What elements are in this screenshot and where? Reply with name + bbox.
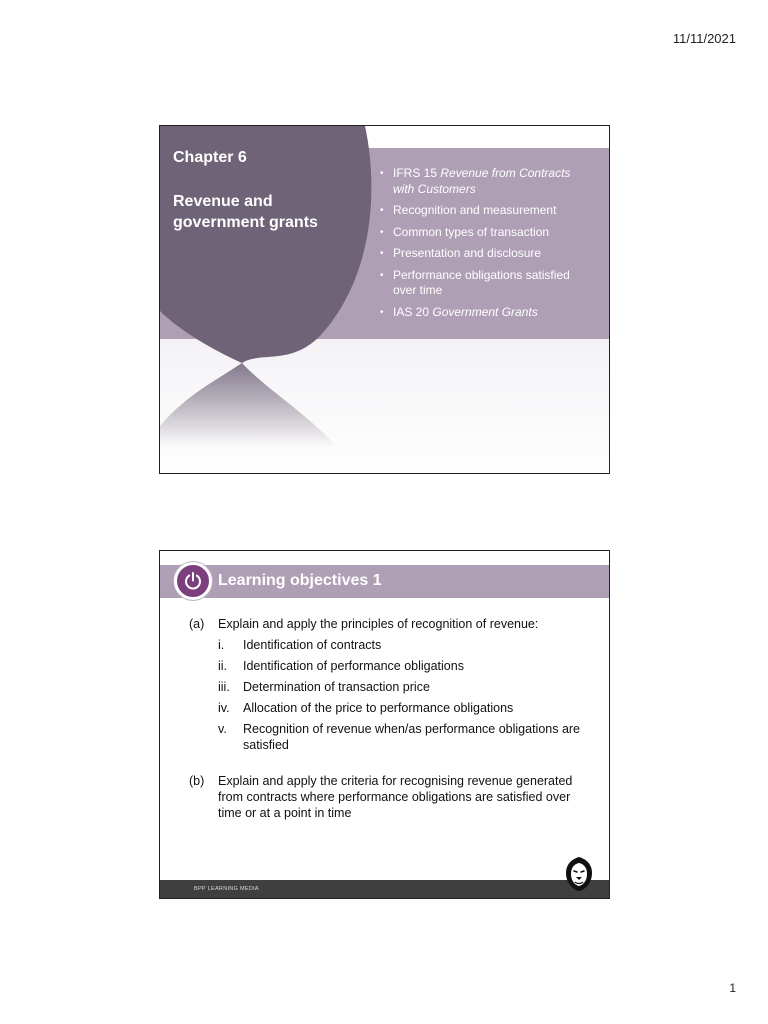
objective-a-items <box>189 637 589 753</box>
power-icon-glyph <box>183 571 203 591</box>
topic-item: • Common types of transaction <box>380 224 550 239</box>
objective-marker: (a) <box>189 617 205 631</box>
power-icon <box>174 562 212 600</box>
objective-marker: (b) <box>189 774 205 788</box>
list-item: i. Identification of contracts <box>218 638 382 652</box>
page-date: 11/11/2021 <box>672 31 736 46</box>
objective-b <box>189 773 589 821</box>
topic-item: • Presentation and disclosure <box>380 246 542 260</box>
topic-item: • IFRS 15 Revenue from Contracts with Customers <box>380 166 571 196</box>
topic-item: • Performance obligations satisfied over time <box>380 267 570 297</box>
lion-logo-icon <box>565 856 593 892</box>
chapter-label: Chapter 6 <box>173 149 247 166</box>
objectives-body <box>189 616 589 821</box>
slide-heading: Learning objectives 1 <box>218 572 382 589</box>
page-number: 1 <box>729 981 736 995</box>
topic-item: • Recognition and measurement <box>380 203 557 217</box>
objective-text: Explain and apply the principles of recognition of revenue: <box>218 617 539 631</box>
shape-reflection <box>160 363 338 448</box>
chapter-title: Revenue and government grants <box>173 193 318 231</box>
list-item: ii. Identification of performance obligations <box>218 659 464 673</box>
topic-item: • IAS 20 Government Grants <box>380 304 538 319</box>
list-item: iv. Allocation of the price to performance obligations <box>218 701 514 715</box>
list-item: iii. Determination of transaction price <box>218 680 430 694</box>
list-item: v. Recognition of revenue when/as performance obligations are satisfied <box>218 722 581 752</box>
topics-list <box>378 166 593 326</box>
slide-learning-objectives <box>159 550 610 899</box>
objective-a <box>189 616 589 632</box>
publisher-footer: BPP LEARNING MEDIA <box>194 886 259 892</box>
slide-chapter-overview <box>159 125 610 474</box>
objective-text: Explain and apply the criteria for recognising revenue generated from contracts where performance obligations are satisfied over time or at a point in time <box>218 774 573 820</box>
